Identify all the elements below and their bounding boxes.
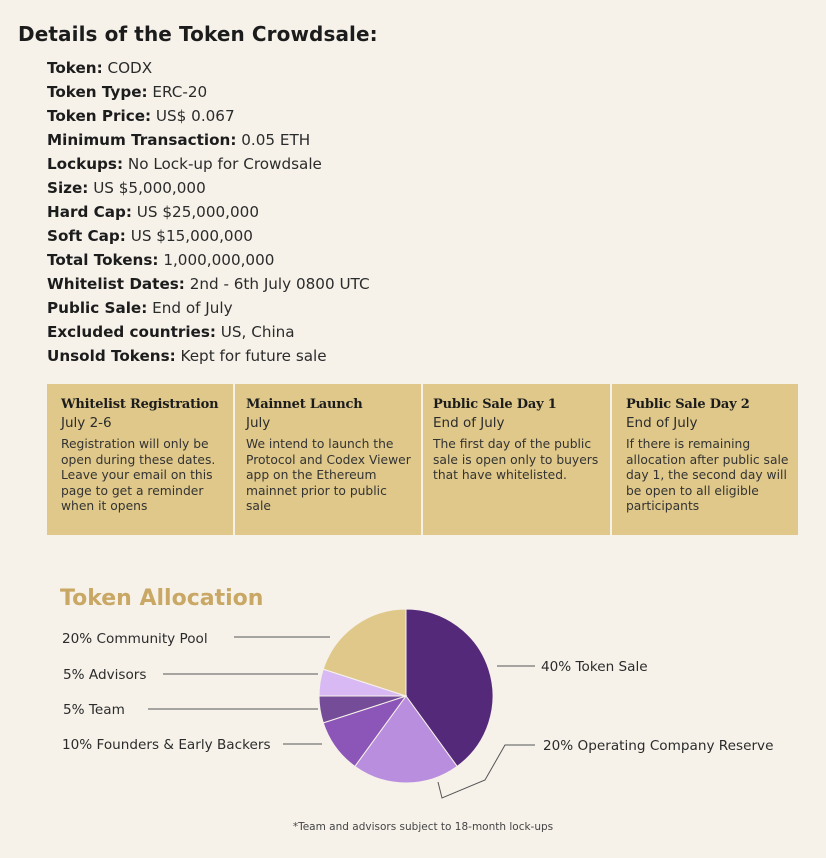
detail-label: Whitelist Dates: <box>47 275 185 293</box>
detail-value: Kept for future sale <box>180 347 327 365</box>
detail-value: 1,000,000,000 <box>163 251 275 269</box>
pie-label-team: 5% Team <box>63 702 125 718</box>
detail-value: No Lock-up for Crowdsale <box>127 155 322 173</box>
pie-slices <box>319 609 493 783</box>
timeline-card-title: Whitelist Registration <box>61 397 219 412</box>
timeline-card-date: End of July <box>433 415 505 431</box>
detail-label: Hard Cap: <box>47 203 132 221</box>
detail-label: Excluded countries: <box>47 323 216 341</box>
timeline-card-description: If there is remaining allocation after public sale day 1, the second day will be open to all eligible participants <box>626 437 789 513</box>
detail-value: US$ 0.067 <box>155 107 235 125</box>
detail-label: Minimum Transaction: <box>47 131 237 149</box>
detail-value: US $5,000,000 <box>93 179 206 197</box>
timeline-card-date: July <box>246 415 271 431</box>
detail-label: Token: <box>47 59 103 77</box>
detail-label: Soft Cap: <box>47 227 126 245</box>
detail-label: Token Price: <box>47 107 152 125</box>
timeline-card-description: The first day of the public sale is open only to buyers that have whitelisted. <box>433 437 599 482</box>
detail-label: Unsold Tokens: <box>47 347 176 365</box>
pie-label-token-sale: 40% Token Sale <box>541 659 648 675</box>
detail-value: 0.05 ETH <box>241 131 311 149</box>
page-heading: Details of the Token Crowdsale: <box>18 22 378 46</box>
detail-label: Lockups: <box>47 155 124 173</box>
detail-value: US $15,000,000 <box>130 227 253 245</box>
timeline-card-title: Public Sale Day 1 <box>433 397 557 412</box>
lockup-footnote: *Team and advisors subject to 18-month lock-ups <box>292 821 554 833</box>
detail-value: End of July <box>152 299 233 317</box>
detail-label: Public Sale: <box>47 299 148 317</box>
timeline-card-date: End of July <box>626 415 698 431</box>
detail-label: Total Tokens: <box>47 251 159 269</box>
timeline-card-title: Public Sale Day 2 <box>626 397 750 412</box>
timeline-card-date: July 2-6 <box>61 415 112 431</box>
timeline-card-description: We intend to launch the Protocol and Codex Viewer app on the Ethereum mainnet prior to public sale <box>246 437 411 513</box>
detail-value: ERC-20 <box>152 83 208 101</box>
detail-value: 2nd - 6th July 0800 UTC <box>189 275 370 293</box>
timeline-card-description: Registration will only be open during these dates. Leave your email on this page to get a reminder when it opens <box>61 437 216 513</box>
token-allocation-title: Token Allocation <box>60 586 264 611</box>
detail-value: US $25,000,000 <box>136 203 259 221</box>
detail-label: Size: <box>47 179 89 197</box>
detail-value: CODX <box>107 59 153 77</box>
pie-label-community-pool: 20% Community Pool <box>62 631 208 647</box>
timeline-card-title: Mainnet Launch <box>246 397 363 412</box>
detail-label: Token Type: <box>47 83 148 101</box>
pie-label-operating-reserve: 20% Operating Company Reserve <box>543 738 774 754</box>
detail-value: US, China <box>220 323 295 341</box>
pie-label-founders: 10% Founders & Early Backers <box>62 737 271 753</box>
pie-label-advisors: 5% Advisors <box>63 667 147 683</box>
